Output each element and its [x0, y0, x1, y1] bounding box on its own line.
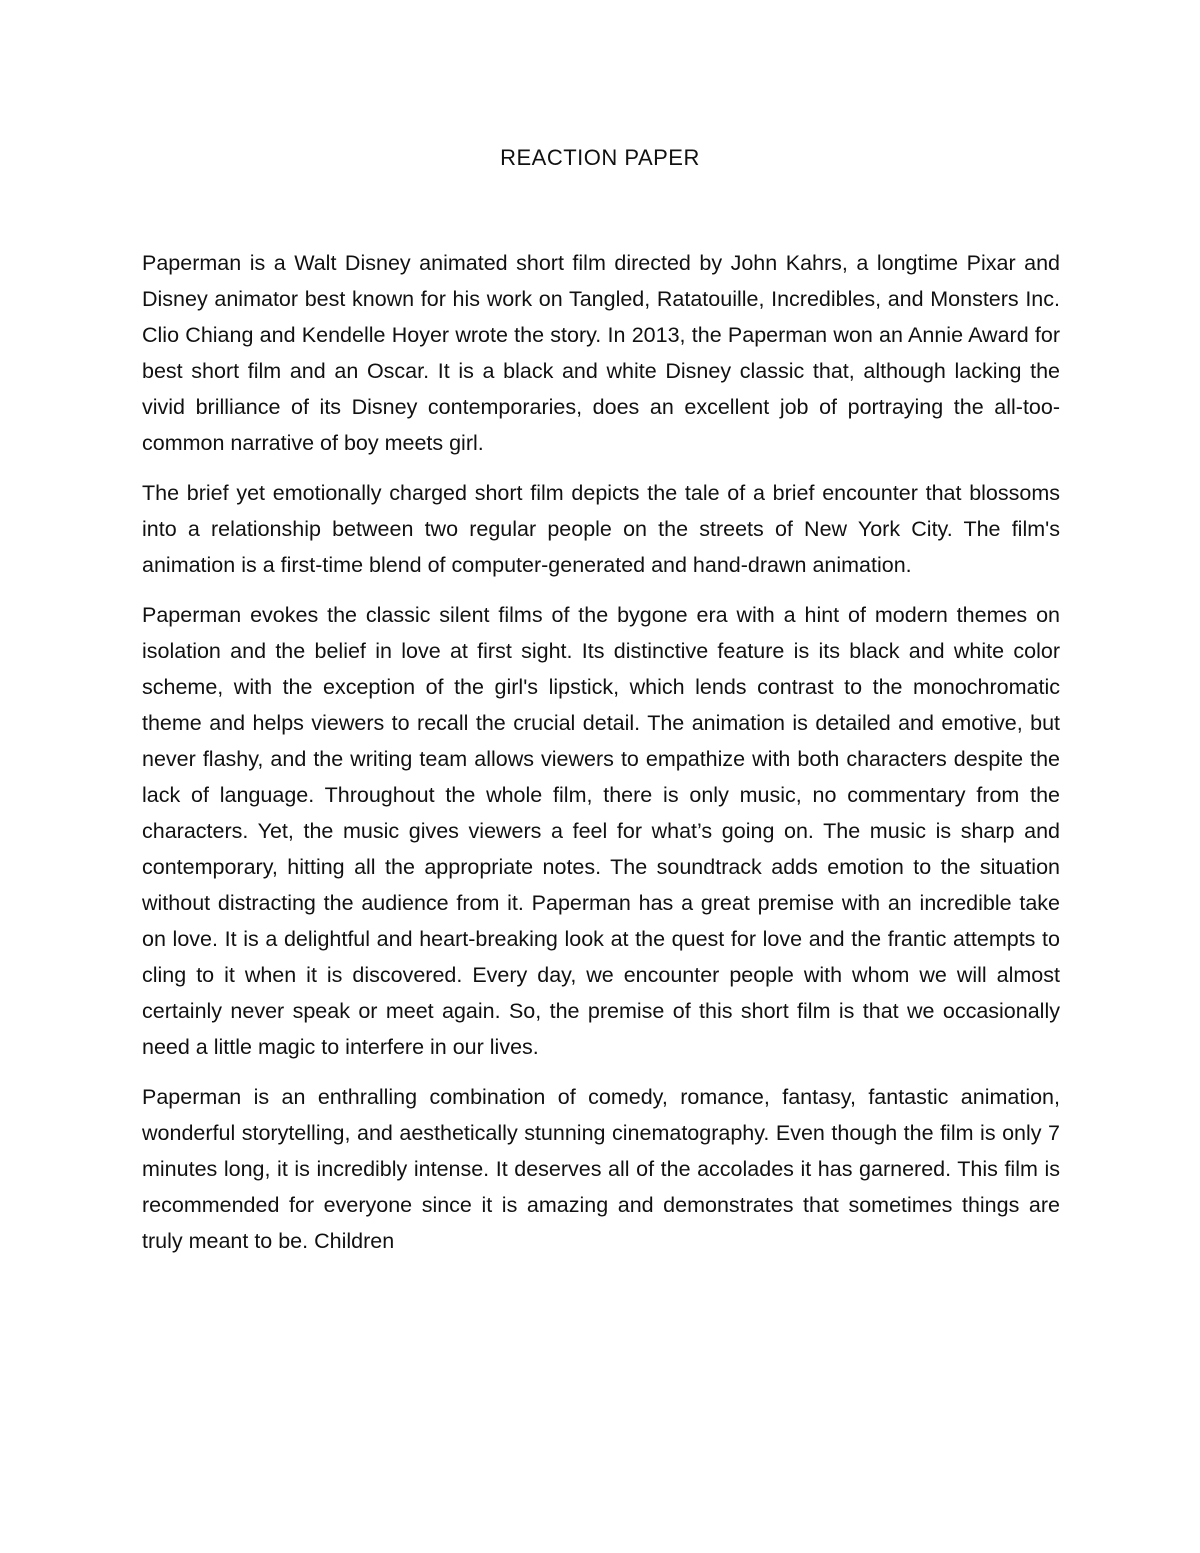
paragraph-4: Paperman is an enthralling combination of comedy, romance, fantasy, fantastic animation, wonderful storytelling, and aesthetically stunning cinematography. Even though the film is only 7 minutes long, it is incredibly intense. It deserves all of the accolades it has garnered. This film is recommended for everyone since it is amazing and demonstrates that sometimes things are truly meant to be. Children — [142, 1085, 1060, 1253]
document-title: REACTION PAPER — [500, 145, 700, 170]
paragraph-3: Paperman evokes the classic silent films of the bygone era with a hint of modern themes on isolation and the belief in love at first sight. Its distinctive feature is its black and white color scheme, with the exception of the girl's lipstick, which lends contrast to the monochromatic theme and helps viewers to recall the crucial detail. The animation is detailed and emotive, but never flashy, and the writing team allows viewers to empathize with both characters despite the lack of language. Throughout the whole film, there is only music, no commentary from the characters. Yet, the music gives viewers a feel for what’s going on. The music is sharp and contemporary, hitting all the appropriate notes. The soundtrack adds emotion to the situation without distracting the audience from it. Paperman has a great premise with an incredible take on love. It is a delightful and heart-breaking look at the quest for love and the frantic attempts to cling to it when it is discovered. Every day, we encounter people with whom we will almost certainly never speak or meet again. So, the premise of this short film is that we occasionally need a little magic to interfere in our lives. — [142, 603, 1060, 1059]
paragraph-2: The brief yet emotionally charged short film depicts the tale of a brief encounter that blossoms into a relationship between two regular people on the streets of New York City. The film's animation is a first-time blend of computer-generated and hand-drawn animation. — [142, 481, 1060, 577]
document-body — [142, 245, 1060, 1273]
paragraph-1: Paperman is a Walt Disney animated short film directed by John Kahrs, a longtime Pixar and Disney animator best known for his work on Tangled, Ratatouille, Incredibles, and Monsters Inc. Clio Chiang and Kendelle Hoyer wrote the story. In 2013, the Paperman won an Annie Award for best short film and an Oscar. It is a black and white Disney classic that, although lacking the vivid brilliance of its Disney contemporaries, does an excellent job of portraying the all-too-common narrative of boy meets girl. — [142, 251, 1060, 455]
